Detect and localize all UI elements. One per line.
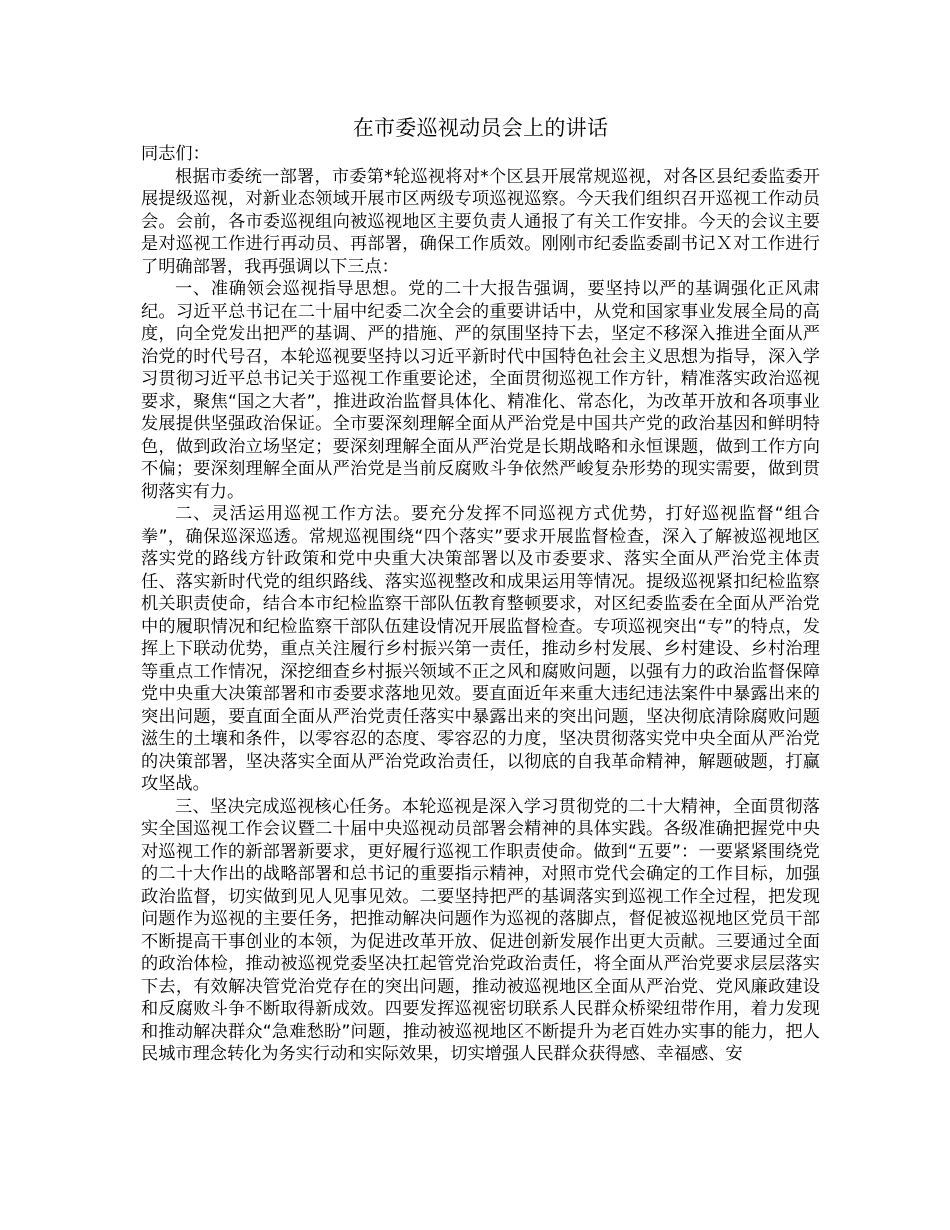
paragraph-section-2: 二、灵活运用巡视工作方法。要充分发挥不同巡视方式优势，打好巡视监督“组合拳”，确保巡深巡透。常规巡视围绕“四个落实”要求开展监督检查，深入了解被巡视地区落实党的路线方针政策和党中央重大决策部署以及市委要求、落实全面从严治党主体责任、落实新时代党的组织路线、落实巡视整改和成果运用等情况。提级巡视紧扣纪检监察机关职责使命，结合本市纪检监察干部队伍教育整顿要求，对区纪委监委在全面从严治党中的履职情况和纪检监察干部队伍建设情况开展监督检查。专项巡视突出“专”的特点，发挥上下联动优势，重点关注履行乡村振兴第一责任，推动乡村发展、乡村建设、乡村治理等重点工作情况，深挖细查乡村振兴领域不正之风和腐败问题，以强有力的政治监督保障党中央重大决策部署和市委要求落地见效。要直面近年来重大违纪违法案件中暴露出来的突出问题，要直面全面从严治党责任落实中暴露出来的突出问题，坚决彻底清除腐败问题滋生的土壤和条件，以零容忍的态度、零容忍的力度，坚决贯彻落实党中央全面从严治党的决策部署，坚决落实全面从严治党政治责任，以彻底的自我革命精神，解题破题，打赢攻坚战。 (141, 504, 820, 794)
document-title: 在市委巡视动员会上的讲话 (352, 116, 609, 140)
salutation: 同志们： (141, 144, 210, 164)
paragraph-section-3: 三、坚决完成巡视核心任务。本轮巡视是深入学习贯彻党的二十大精神，全面贯彻落实全国巡视工作会议暨二十届中央巡视动员部署会精神的具体实践。各级准确把握党中央对巡视工作的新部署新要求，更好履行巡视工作职责使命。做到“五要”：一要紧紧围绕党的二十大作出的战略部署和总书记的重要指示精神，对照市党代会确定的工作目标，加强政治监督，切实做到见人见事见效。二要坚持把严的基调落实到巡视工作全过程，把发现问题作为巡视的主要任务，把推动解决问题作为巡视的落脚点，督促被巡视地区党员干部不断提高干事创业的本领，为促进改革开放、促进创新发展作出更大贡献。三要通过全面的政治体检，推动被巡视党委坚决扛起管党治党政治责任，将全面从严治党要求层层落实下去，有效解决管党治党存在的突出问题，推动被巡视地区全面从严治党、党风廉政建设和反腐败斗争不断取得新成效。四要发挥巡视密切联系人民群众桥梁纽带作用，着力发现和推动解决群众“急难愁盼”问题，推动被巡视地区不断提升为老百姓办实事的能力，把人民城市理念转化为务实行动和实际效果，切实增强人民群众获得感、幸福感、安 (141, 796, 820, 1064)
paragraph-section-1: 一、准确领会巡视指导思想。党的二十大报告强调，要坚持以严的基调强化正风肃纪。习近平总书记在二十届中纪委二次全会的重要讲话中，从党和国家事业发展全局的高度，向全党发出把严的基调、严的措施、严的氛围坚持下去，坚定不移深入推进全面从严治党的时代号召，本轮巡视要坚持以习近平新时代中国特色社会主义思想为指导，深入学习贯彻习近平总书记关于巡视工作重要论述，全面贯彻巡视工作方针，精准落实政治巡视要求，聚焦“国之大者”，推进政治监督具体化、精准化、常态化，为改革开放和各项事业发展提供坚强政治保证。全市要深刻理解全面从严治党是中国共产党的政治基因和鲜明特色，做到政治立场坚定；要深刻理解全面从严治党是长期战略和永恒课题，做到工作方向不偏；要深刻理解全面从严治党是当前反腐败斗争依然严峻复杂形势的现实需要，做到贯彻落实有力。 (141, 279, 820, 502)
document-page (141, 113, 820, 1066)
paragraph-intro: 根据市委统一部署，市委第*轮巡视将对*个区县开展常规巡视，对各区县纪委监委开展提级巡视，对新业态领域开展市区两级专项巡视巡察。今天我们组织召开巡视工作动员会。会前，各市委巡视组向被巡视地区主要负责人通报了有关工作安排。今天的会议主要是对巡视工作进行再动员、再部署，确保工作质效。刚刚市纪委监委副书记Ｘ对工作进行了明确部署，我再强调以下三点： (141, 166, 820, 277)
